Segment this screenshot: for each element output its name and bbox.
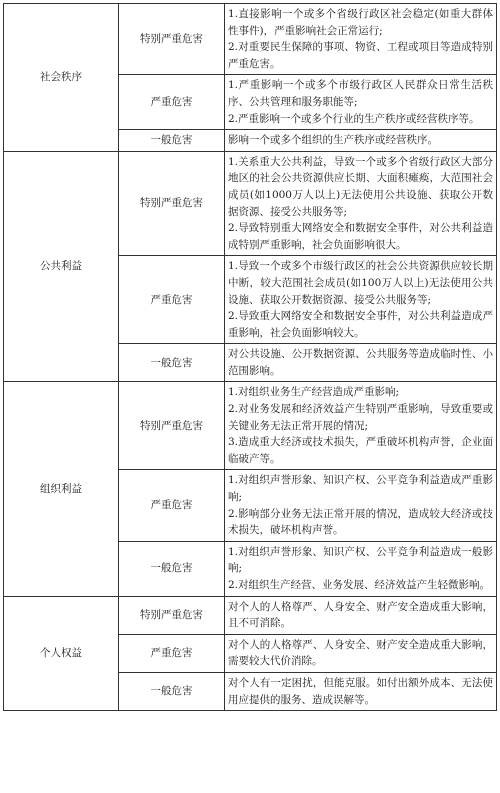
description-cell xyxy=(225,470,497,541)
harm-level-cell: 一般危害 xyxy=(119,672,225,710)
description-line: 对个人的人格尊严、人身安全、财产安全造成重大影响，且不可消除。 xyxy=(228,600,493,630)
harm-level-cell: 特别严重危害 xyxy=(119,4,225,75)
category-cell: 组织利益 xyxy=(4,382,119,596)
table-row xyxy=(4,382,497,470)
harm-level-cell: 特别严重危害 xyxy=(119,151,225,256)
harm-level-cell: 一般危害 xyxy=(119,344,225,382)
harm-level-cell: 严重危害 xyxy=(119,75,225,130)
harm-table-body xyxy=(4,4,497,711)
description-line: 1.导致一个或多个市级行政区的社会公共资源供应较长期中断，较大范围社会成员(如100万人以上)无法使用公共设施、获取公开数据资源、接受公共服务等; xyxy=(228,260,493,306)
harm-level-cell: 一般危害 xyxy=(119,541,225,596)
description-cell xyxy=(225,130,497,152)
description-cell xyxy=(225,344,497,382)
description-line: 对公共设施、公开数据资源、公共服务等造成临时性、小范围影响。 xyxy=(228,348,493,377)
description-line: 2.导致特别重大网络安全和数据安全事件，对公共利益造成特别严重影响，社会负面影响很大。 xyxy=(228,222,493,251)
description-cell xyxy=(225,4,497,75)
description-cell xyxy=(225,634,497,672)
description-cell xyxy=(225,672,497,710)
description-line: 2.对重要民生保障的事项、物资、工程或项目等造成特别严重危害。 xyxy=(228,41,493,70)
description-line: 影响一个或多个组织的生产秩序或经营秩序。 xyxy=(228,134,438,147)
description-line: 2.对组织生产经营、业务发展、经济效益产生轻微影响。 xyxy=(228,579,491,591)
description-cell xyxy=(225,256,497,344)
description-cell xyxy=(225,541,497,596)
harm-level-cell: 特别严重危害 xyxy=(119,382,225,470)
description-cell xyxy=(225,382,497,470)
description-line: 1.对组织声誉形象、知识产权、公平竞争利益造成严重影响; xyxy=(228,474,493,504)
harm-level-table xyxy=(3,3,497,711)
description-cell xyxy=(225,75,497,130)
description-line: 2.影响部分业务无法正常开展的情况，造成较大经济或技术损失，破坏机构声誉。 xyxy=(228,507,493,537)
description-cell xyxy=(225,596,497,634)
description-line: 1.直接影响一个或多个省级行政区社会稳定(如重大群体性事件)，严重影响社会正常运行; xyxy=(228,8,493,37)
table-row xyxy=(4,4,497,75)
description-line: 对个人有一定困扰，但能克服。如付出额外成本、无法使用应提供的服务、造成误解等。 xyxy=(228,676,493,706)
description-line: 2.严重影响一个或多个行业的生产秩序或经营秩序等。 xyxy=(228,112,480,125)
description-line: 1.对组织声誉形象、知识产权、公平竞争利益造成一般影响; xyxy=(228,545,493,575)
category-cell: 个人权益 xyxy=(4,596,119,711)
harm-level-cell: 特别严重危害 xyxy=(119,596,225,634)
description-line: 1.关系重大公共利益，导致一个或多个省级行政区大部分地区的社会公共资源供应长期、大面积瘫痪，大范围社会成员(如1000万人以上)无法使用公共设施、获取公开数据资源、接受公共服务等; xyxy=(228,155,493,218)
description-line: 1.对组织业务生产经营造成严重影响; xyxy=(228,386,400,399)
harm-level-cell: 严重危害 xyxy=(119,256,225,344)
harm-level-cell: 一般危害 xyxy=(119,130,225,152)
category-cell: 社会秩序 xyxy=(4,4,119,152)
category-cell: 公共利益 xyxy=(4,151,119,382)
harm-level-cell: 严重危害 xyxy=(119,634,225,672)
description-line: 3.造成重大经济或技术损失，严重破坏机构声誉，企业面临破产等。 xyxy=(228,436,493,465)
harm-level-cell: 严重危害 xyxy=(119,470,225,541)
description-line: 2.对业务发展和经济效益产生特别严重影响，导致重要或关键业务无法正常开展的情况; xyxy=(228,403,493,432)
description-line: 2.导致重大网络安全和数据安全事件，对公共利益造成严重影响，社会负面影响较大。 xyxy=(228,310,493,339)
description-cell xyxy=(225,151,497,256)
table-row xyxy=(4,151,497,256)
description-line: 对个人的人格尊严、人身安全、财产安全造成重大影响，需要较大代价消除。 xyxy=(228,638,493,668)
description-line: 1.严重影响一个或多个市级行政区人民群众日常生活秩序、公共管理和服务职能等; xyxy=(228,79,493,108)
table-row xyxy=(4,596,497,634)
